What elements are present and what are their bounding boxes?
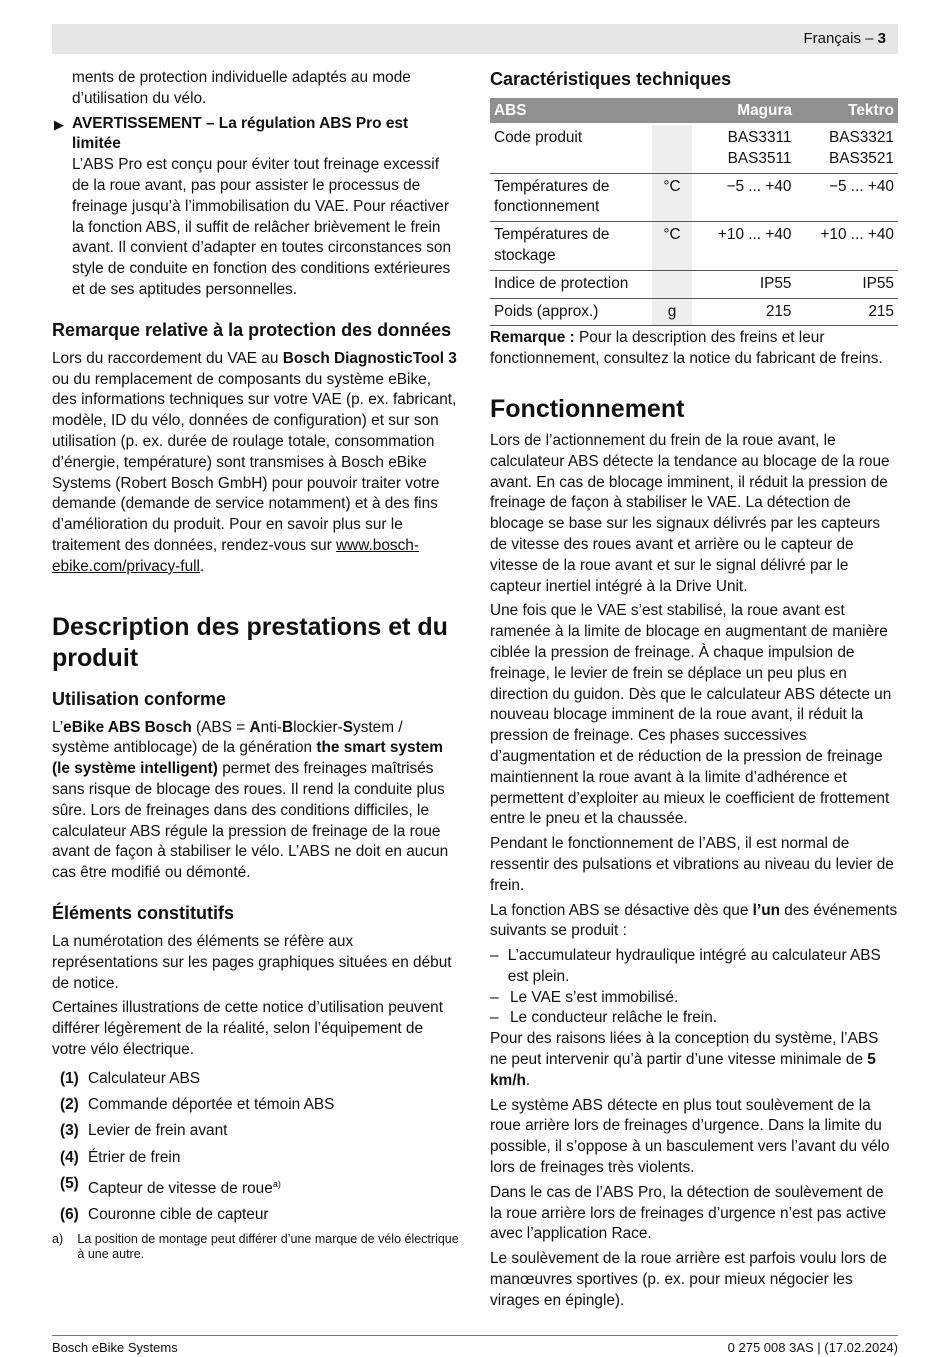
column-header: ABS	[490, 98, 652, 124]
table-row: Code produit BAS3311 BAS3511 BAS3321 BAS3521	[490, 124, 898, 173]
header-language: Français –	[803, 30, 878, 47]
function-paragraph: Le système ABS détecte en plus tout soulèvement de la roue arrière lors de freinages d’urgence. Dans la limite du possible, il s’oppose à un basculement vers l’avant du vélo lors de freinages très violents.	[490, 1096, 890, 1177]
table-row: Températures de fonctionnement °C −5 ... +40 −5 ... +40	[490, 173, 898, 222]
table-row: Températures de stockage °C +10 ... +40 +10 ... +40	[490, 222, 898, 271]
footnote: a) La position de montage peut différer d’une marque de vélo électrique à une autre.	[52, 1231, 459, 1261]
specs-table	[490, 98, 898, 326]
function-paragraph: La fonction ABS se désactive dès que l’un des événements suivants se produit :	[490, 901, 898, 940]
component-item: (1) Calculateur ABS	[60, 1069, 201, 1087]
component-item: (3) Levier de frein avant	[60, 1122, 228, 1140]
privacy-paragraph: Lors du raccordement du VAE au Bosch DiagnosticTool 3 ou du remplacement de composants du système eBike, des informations techniques sur votre VAE (p. ex. fabricant, modèle, ID du vélo, données de configuration) et sur son utilisation (p. ex. durée de roulage totale, consommation d’énergie, température) sont transmises à Bosch eBike Systems (Robert Bosch GmbH) pour pouvoir traiter votre demande (demande de service notamment) et à des fins d’amélioration du produit. Pour en savoir plus sur le traitement des données, rendez-vous sur www.bosch-ebike.com/privacy-full.	[52, 349, 457, 575]
footer-right: 0 275 008 3AS | (17.02.2024)	[727, 1340, 898, 1355]
components-heading: Éléments constitutifs	[52, 902, 235, 923]
function-paragraph: Dans le cas de l’ABS Pro, la détection de soulèvement de la roue arrière lors de freinages d’urgence n’est pas active avec l’application Race.	[490, 1183, 887, 1243]
components-intro-1: La numérotation des éléments se réfère aux représentations sur les pages graphiques situées en début de notice.	[52, 932, 452, 992]
table-row: Indice de protection IP55 IP55	[490, 270, 898, 298]
page-header	[803, 30, 886, 47]
warning-text	[72, 114, 460, 301]
specs-heading: Caractéristiques techniques	[490, 69, 732, 89]
spec-note: Remarque : Pour la description des freins et leur fonctionnement, consultez la notice du fabricant de freins.	[490, 329, 883, 368]
function-paragraph: Le soulèvement de la roue arrière est parfois voulu lors de manœuvres sportives (p. ex. pour mieux négocier les virages en épingle).	[490, 1250, 887, 1309]
warning-body: L’ABS Pro est conçu pour éviter tout freinage excessif de la roue avant, pas pour assister le processus de freinage jusqu’à l’immobilisation du VAE. Pour réactiver la fonction ABS, il suffit de relâcher brièvement le frein avant. Il convient d’adapter en toutes circonstances son style de conduite en fonction des conditions extérieures et de ses aptitudes personnelles.	[72, 156, 452, 298]
footer-left: Bosch eBike Systems	[52, 1340, 178, 1355]
left-column	[52, 68, 460, 1262]
table-row: Poids (approx.) g 215 215	[490, 298, 898, 326]
right-column	[490, 68, 898, 1316]
column-header: Tektro	[796, 98, 898, 124]
privacy-heading: Remarque relative à la protection des données	[52, 319, 452, 340]
description-heading: Description des prestations et du produit	[52, 612, 448, 672]
page-number: 3	[877, 30, 886, 47]
list-item: – Le conducteur relâche le frein.	[490, 1009, 718, 1027]
component-item: (5) Capteur de vitesse de roue$^{a)}$	[60, 1174, 281, 1197]
component-item: (6) Couronne cible de capteur	[60, 1206, 269, 1224]
specs-table-header	[490, 98, 898, 124]
function-paragraph: Une fois que le VAE s’est stabilisé, la roue avant est ramenée à la limite de blocage en augmentant de manière ciblée la pression de freinage. À chaque impulsion de freinage, le levier de frein se déplace un peu plus en direction du guidon. Dès que le calculateur ABS détecte un nouveau blocage imminent de la roue avant, il réduit la pression de freinage. Ces phases successives d’augmentation et de réduction de la pression de freinage maintiennent la roue avant à la limite d’adhérence et permettent d’exploiter au mieux le coefficient de frottement entre le pneu et la chaussée.	[490, 602, 892, 828]
triangle-right-icon: ▶	[54, 116, 64, 132]
continued-paragraph: ments de protection individuelle adaptés au mode d’utilisation du vélo.	[72, 69, 411, 107]
function-paragraph: Pendant le fonctionnement de l’ABS, il est normal de ressentir des pulsations et vibrations au niveau du levier de frein.	[490, 835, 894, 894]
component-item: (2) Commande déportée et témoin ABS	[60, 1095, 335, 1113]
column-header: Magura	[692, 98, 796, 124]
list-item: – L’accumulateur hydraulique intégré au calculateur ABS est plein.	[490, 947, 881, 985]
components-intro-2: Certaines illustrations de cette notice d’utilisation peuvent différer légèrement de la réalité, selon l’équipement de votre vélo électrique.	[52, 999, 443, 1058]
warning-block	[52, 114, 460, 301]
function-paragraph: Lors de l’actionnement du frein de la roue avant, le calculateur ABS détecte la tendance au blocage de la roue avant. En cas de blocage imminent, il réduit la pression de freinage de façon à stabiliser le VAE. La détection de blocage se base sur les signaux délivrés par les capteurs de vitesse des roues avant et arrière ou le capteur de vitesse de la roue avant et sur le signal délivré par le capteur inertiel intégré à la Drive Unit.	[490, 431, 890, 595]
column-header	[652, 98, 692, 124]
page-footer	[52, 1335, 898, 1355]
header-bar	[52, 24, 898, 54]
intended-use-paragraph: L’eBike ABS Bosch (ABS = Anti-Blockier-System / système antiblocage) de la génération the smart system (le système intelligent) permet des freinages maîtrisés sans risque de blocage des roues. Il rend la conduite plus sûre. Lors de freinages dans des conditions difficiles, le calculateur ABS régule la pression de freinage de la roue avant de façon à stabiliser le vélo. L’ABS ne doit en aucun cas être modifié ou démonté.	[52, 718, 449, 882]
warning-title: AVERTISSEMENT – La régulation ABS Pro est limitée	[72, 114, 409, 153]
intended-use-heading: Utilisation conforme	[52, 688, 227, 709]
list-item: – Le VAE s’est immobilisé.	[490, 988, 679, 1006]
function-paragraph: Pour des raisons liées à la conception du système, l’ABS ne peut intervenir qu’à partir d’une vitesse minimale de 5 km/h.	[490, 1030, 879, 1089]
footnote-ref: a)	[272, 1178, 281, 1189]
privacy-link[interactable]: www.bosch-ebike.com/privacy-full	[52, 536, 419, 575]
component-item: (4) Étrier de frein	[60, 1148, 181, 1166]
function-heading: Fonctionnement	[490, 394, 685, 423]
